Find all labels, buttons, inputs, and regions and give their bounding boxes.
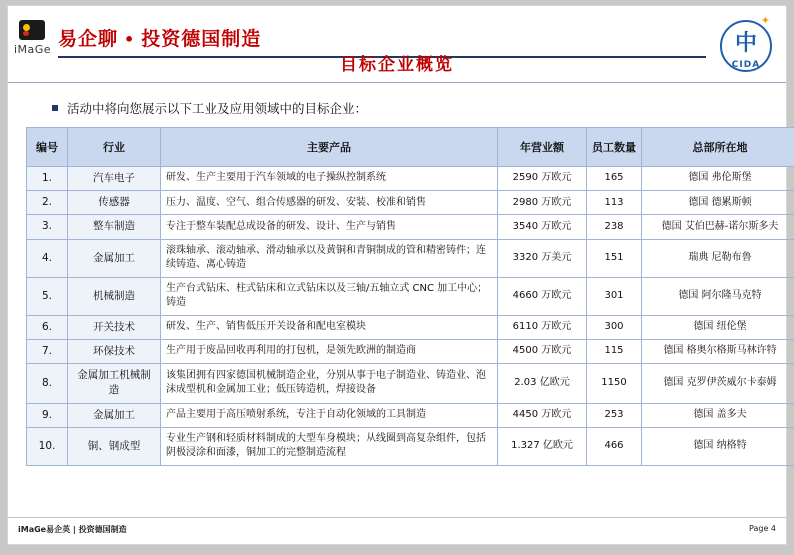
page-number: Page 4 xyxy=(749,524,776,533)
table-header-row xyxy=(27,128,794,167)
cell-no: 2. xyxy=(27,191,68,215)
cell-industry: 汽车电子 xyxy=(68,167,161,191)
cell-hq: 德国 格奥尔格斯马林许特 xyxy=(642,339,794,363)
cell-employees: 151 xyxy=(587,239,642,277)
cell-revenue: 1.327 亿欧元 xyxy=(498,427,587,465)
cell-hq: 德国 弗伦斯堡 xyxy=(642,167,794,191)
image-logo-text: iMaGe xyxy=(14,43,50,56)
page-title: 目标企业概览 xyxy=(8,50,786,75)
cell-hq: 德国 阿尔隆马克特 xyxy=(642,277,794,315)
cell-no: 1. xyxy=(27,167,68,191)
cida-logo-text: CIDA xyxy=(714,60,778,70)
cida-glyph: 中 xyxy=(714,26,778,57)
cell-industry: 整车制造 xyxy=(68,215,161,239)
brand-title xyxy=(58,24,261,51)
cell-employees: 113 xyxy=(587,191,642,215)
cell-revenue: 2590 万欧元 xyxy=(498,167,587,191)
slide xyxy=(7,5,787,545)
cell-products: 生产用于废品回收再利用的打包机，是领先欧洲的制造商 xyxy=(161,339,498,363)
cell-industry: 环保技术 xyxy=(68,339,161,363)
cell-employees: 301 xyxy=(587,277,642,315)
column-header-revenue: 年营业额 xyxy=(498,128,587,167)
cell-products: 滚珠轴承、滚动轴承、滑动轴承以及黄铜和青铜制成的管和精密铸件；连续铸造、离心铸造 xyxy=(161,239,498,277)
cida-logo xyxy=(714,14,778,74)
cell-no: 10. xyxy=(27,427,68,465)
footer-brand: iMaGe易企英 | 投资德国制造 xyxy=(18,524,127,535)
slide-header xyxy=(8,6,786,83)
target-companies-table xyxy=(26,127,794,466)
cell-employees: 253 xyxy=(587,403,642,427)
brand-separator: • xyxy=(124,30,135,49)
cell-no: 4. xyxy=(27,239,68,277)
cell-employees: 238 xyxy=(587,215,642,239)
cell-hq: 德国 盖多夫 xyxy=(642,403,794,427)
cell-industry: 金属加工 xyxy=(68,403,161,427)
cell-hq: 德国 德累斯顿 xyxy=(642,191,794,215)
table-row xyxy=(27,215,794,239)
cell-revenue: 4660 万欧元 xyxy=(498,277,587,315)
cell-revenue: 3320 万美元 xyxy=(498,239,587,277)
table-row xyxy=(27,339,794,363)
cell-employees: 165 xyxy=(587,167,642,191)
cell-hq: 瑞典 尼勒布鲁 xyxy=(642,239,794,277)
cell-employees: 1150 xyxy=(587,364,642,403)
cell-products: 生产台式钻床、柱式钻床和立式钻床以及三轴/五轴立式 CNC 加工中心；铸造 xyxy=(161,277,498,315)
cell-no: 8. xyxy=(27,364,68,403)
bullet-square-icon xyxy=(52,105,58,111)
cell-revenue: 6110 万欧元 xyxy=(498,315,587,339)
cell-industry: 机械制造 xyxy=(68,277,161,315)
cell-industry: 金属加工 xyxy=(68,239,161,277)
cell-industry: 铜、钢成型 xyxy=(68,427,161,465)
cell-products: 专注于整车装配总成设备的研发、设计、生产与销售 xyxy=(161,215,498,239)
table-row xyxy=(27,427,794,465)
table-row xyxy=(27,403,794,427)
cell-hq: 德国 克罗伊茨威尔卡泰姆 xyxy=(642,364,794,403)
cell-revenue: 4500 万欧元 xyxy=(498,339,587,363)
cell-products: 研发、生产、销售低压开关设备和配电室模块 xyxy=(161,315,498,339)
cell-no: 9. xyxy=(27,403,68,427)
red-dot-icon xyxy=(23,31,29,36)
yellow-dot-icon xyxy=(23,24,30,31)
cell-products: 产品主要用于高压喷射系统，专注于自动化领域的工具制造 xyxy=(161,403,498,427)
cell-no: 5. xyxy=(27,277,68,315)
cell-no: 3. xyxy=(27,215,68,239)
cell-industry: 金属加工机械制造 xyxy=(68,364,161,403)
column-header-no: 编号 xyxy=(27,128,68,167)
column-header-hq: 总部所在地 xyxy=(642,128,794,167)
cell-products: 研发、生产主要用于汽车领域的电子操纵控制系统 xyxy=(161,167,498,191)
intro-bullet-text: 活动中将向您展示以下工业及应用领域中的目标企业： xyxy=(67,99,367,117)
cell-revenue: 2980 万欧元 xyxy=(498,191,587,215)
column-header-employees: 员工数量 xyxy=(587,128,642,167)
cell-industry: 开关技术 xyxy=(68,315,161,339)
cell-revenue: 4450 万欧元 xyxy=(498,403,587,427)
cell-products: 专业生产钢和轻质材料制成的大型车身模块；从线圈到高复杂组件，包括阴极浸涂和面漆，铜加工的完整制造流程 xyxy=(161,427,498,465)
cell-no: 6. xyxy=(27,315,68,339)
cell-hq: 德国 纽伦堡 xyxy=(642,315,794,339)
table-row xyxy=(27,239,794,277)
slide-footer xyxy=(8,517,786,544)
cell-employees: 115 xyxy=(587,339,642,363)
brand-part1: 易企聊 xyxy=(58,28,118,50)
image-logo-mark xyxy=(19,20,45,40)
cell-no: 7. xyxy=(27,339,68,363)
table-row xyxy=(27,191,794,215)
cell-hq: 德国 艾伯巴赫-诺尔斯多夫 xyxy=(642,215,794,239)
cell-employees: 466 xyxy=(587,427,642,465)
spark-icon: ✦ xyxy=(761,14,770,27)
table-row xyxy=(27,315,794,339)
cell-products: 该集团拥有四家德国机械制造企业，分别从事于电子制造业、铸造业、泡沫成型机和金属加工业；低压铸造机，焊接设备 xyxy=(161,364,498,403)
table-row xyxy=(27,167,794,191)
intro-bullet xyxy=(52,99,786,117)
table-row xyxy=(27,277,794,315)
cell-revenue: 3540 万欧元 xyxy=(498,215,587,239)
cell-hq: 德国 纳格特 xyxy=(642,427,794,465)
brand-part2: 投资德国制造 xyxy=(141,28,261,50)
column-header-industry: 行业 xyxy=(68,128,161,167)
column-header-products: 主要产品 xyxy=(161,128,498,167)
cell-employees: 300 xyxy=(587,315,642,339)
cell-revenue: 2.03 亿欧元 xyxy=(498,364,587,403)
cell-industry: 传感器 xyxy=(68,191,161,215)
table-row xyxy=(27,364,794,403)
cell-products: 压力、温度、空气、组合传感器的研发、安装、校准和销售 xyxy=(161,191,498,215)
